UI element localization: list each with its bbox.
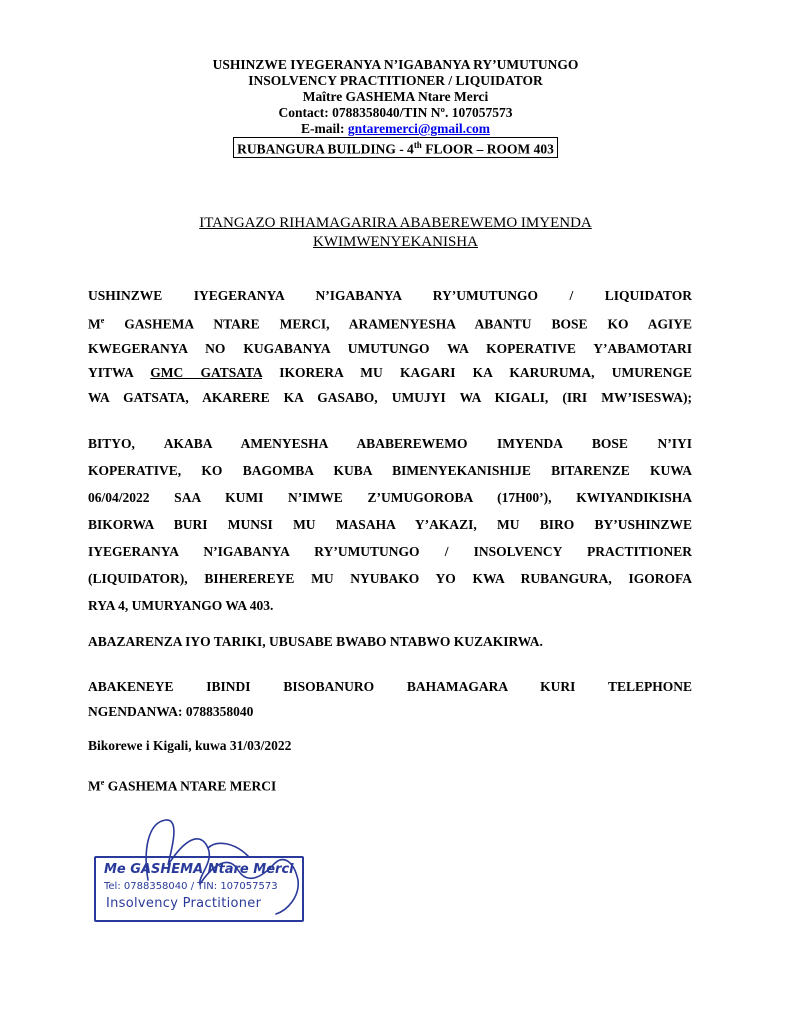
address-part-b: FLOOR – ROOM 403 <box>421 141 554 157</box>
paragraph-2-line: KOPERATIVE, KO BAGOMBA KUBA BIMENYEKANISHIJE BITARENZE KUWA <box>88 463 692 478</box>
honorific: M <box>88 316 101 331</box>
paragraph-3: ABAZARENZA IYO TARIKI, UBUSABE BWABO NTABWO KUZAKIRWA. <box>88 634 543 649</box>
paragraph-2-line: (LIQUIDATOR), BIHEREREYE MU NYUBAKO YO KWA RUBANGURA, IGOROFA <box>88 571 692 586</box>
paragraph-1 <box>88 284 692 410</box>
paragraph-2-line: 06/04/2022 SAA KUMI N’IMWE Z’UMUGOROBA (17H00’), KWIYANDIKISHA <box>88 490 692 505</box>
paragraph-1-line: KWEGERANYA NO KUGABANYA UMUTUNGO WA KOPERATIVE Y’ABAMOTARI <box>88 340 692 356</box>
cooperative-name: GMC GATSATA <box>150 365 262 380</box>
signature-and-stamp <box>88 810 328 930</box>
email-link[interactable]: gntaremerci@gmail.com <box>347 121 490 136</box>
letterhead-line-1: USHINZWE IYEGERANYA N’IGABANYA RY’UMUTUNGO <box>212 57 579 72</box>
notice-title-line-2: KWIMWENYEKANISHA <box>313 234 478 250</box>
paragraph-1-line: WA GATSATA, AKARERE KA GASABO, UMUJYI WA KIGALI, (IRI MW’ISESWA); <box>88 389 692 405</box>
notice-title <box>0 214 791 252</box>
letterhead-name: Maître GASHEMA Ntare Merci <box>302 89 489 104</box>
paragraph-2-line: IYEGERANYA N’IGABANYA RY’UMUTUNGO / INSOLVENCY PRACTITIONER <box>88 544 692 559</box>
paragraph-1-line: USHINZWE IYEGERANYA N’IGABANYA RY’UMUTUNGO / LIQUIDATOR <box>88 288 692 303</box>
paragraph-1-line-rest: IKORERA MU KAGARI KA KARURUMA, UMURENGE <box>262 365 693 380</box>
letterhead <box>0 57 791 158</box>
handwritten-signature <box>88 810 328 930</box>
honorific-sup: e <box>100 315 105 325</box>
signatory-honorific-sup: e <box>100 778 105 787</box>
signatory-name-text: GASHEMA NTARE MERCI <box>104 778 277 794</box>
paragraph-4 <box>88 674 692 724</box>
stamp-line-1: Me GASHEMA Ntare Merci <box>104 862 294 877</box>
paragraph-1-line-prefix: YITWA <box>88 365 151 380</box>
paragraph-2-line: BIKORWA BURI MUNSI MU MASAHA Y’AKAZI, MU BIRO BY’USHINZWE <box>88 517 692 532</box>
paragraph-1-line <box>88 309 692 337</box>
notice-title-line-1: ITANGAZO RIHAMAGARIRA ABABEREWEMO IMYENDA <box>199 215 592 231</box>
address-box <box>233 137 558 158</box>
paragraph-2-line: RYA 4, UMURYANGO WA 403. <box>88 598 274 613</box>
date-line: Bikorewe i Kigali, kuwa 31/03/2022 <box>88 738 292 753</box>
address-ordinal-sup: th <box>413 140 422 150</box>
letterhead-address-line <box>0 137 791 158</box>
stamp-line-2: Tel: 0788358040 / TIN: 107057573 <box>104 881 278 892</box>
email-label: E-mail: <box>300 121 348 136</box>
address-part-a: RUBANGURA BUILDING - 4 <box>237 141 414 157</box>
paragraph-2-line: BITYO, AKABA AMENYESHA ABABEREWEMO IMYENDA BOSE N’IYI <box>88 436 692 451</box>
stamp-line-3: Insolvency Practitioner <box>106 896 262 911</box>
paragraph-1-line <box>88 361 692 386</box>
paragraph-4-line: ABAKENEYE IBINDI BISOBANURO BAHAMAGARA KURI TELEPHONE <box>88 679 692 694</box>
paragraph-2 <box>88 430 692 619</box>
letterhead-contact: Contact: 0788358040/TIN Nº. 107057573 <box>278 105 513 120</box>
paragraph-1-line-text: GASHEMA NTARE MERCI, ARAMENYESHA ABANTU BOSE KO AGIYE <box>104 316 692 331</box>
signatory-honorific: M <box>88 778 101 794</box>
letterhead-line-2: INSOLVENCY PRACTITIONER / LIQUIDATOR <box>248 73 543 88</box>
letterhead-email-line <box>0 121 791 137</box>
paragraph-4-line: NGENDANWA: 0788358040 <box>88 704 254 719</box>
signatory-name <box>88 778 276 795</box>
